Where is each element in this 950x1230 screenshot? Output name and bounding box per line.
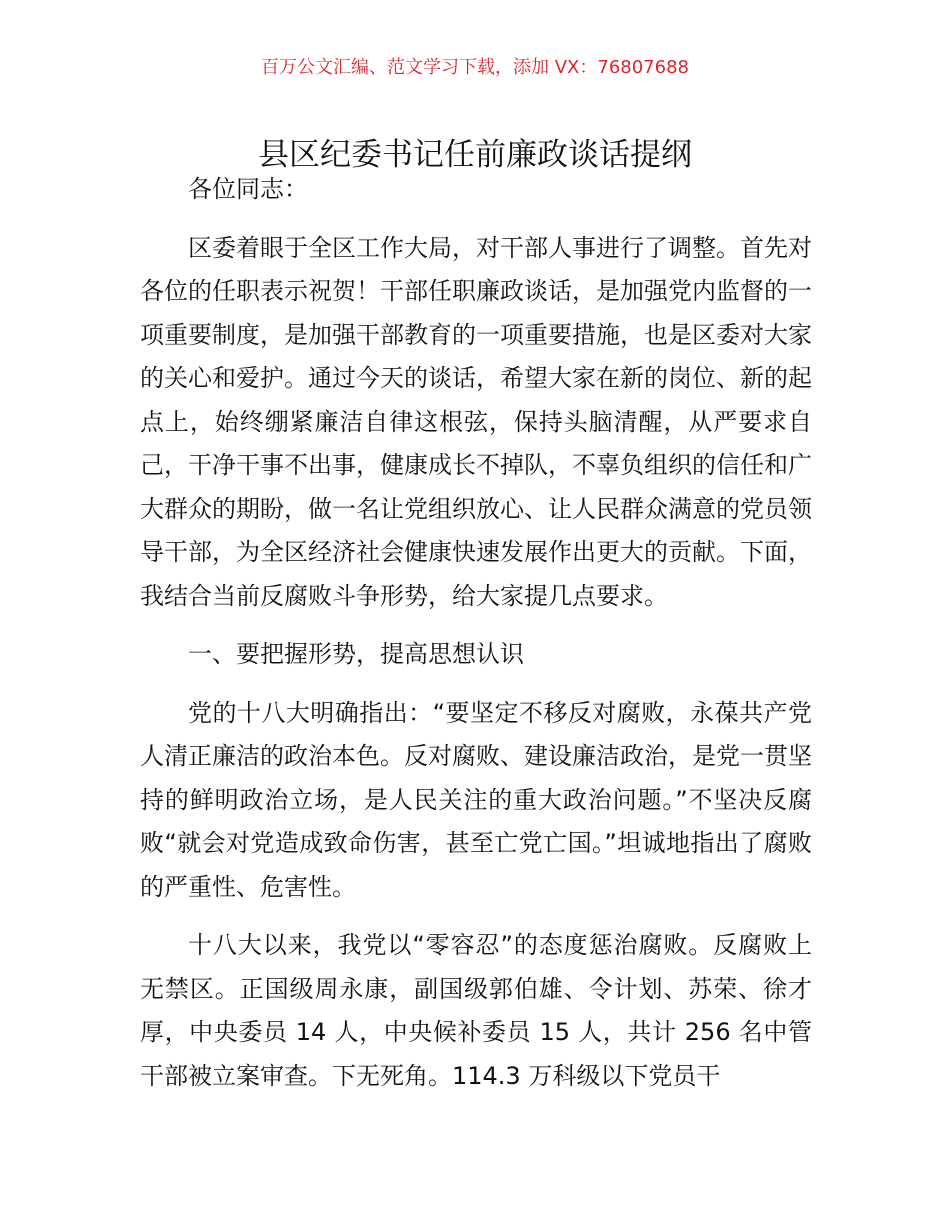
salutation: 各位同志： [188,175,308,203]
section-heading-1: 一、要把握形势，提高思想认识 [188,640,524,668]
header-note: 百万公文汇编、范文学习下载，添加 VX：76807688 [261,57,689,78]
section-1-paragraph-2: 十八大以来，我党以“零容忍”的态度惩治腐败。反腐败上无禁区。正国级周永康，副国级郭伯雄、令计划、苏荣、徐才厚，中央委员 14 人，中央候补委员 15 人，共计 256 名中管干部被立案审查。下无死角。114.3 万科级以下党员干 [140,931,812,1090]
intro-paragraph: 区委着眼于全区工作大局，对干部人事进行了调整。首先对各位的任职表示祝贺！干部任职廉政谈话，是加强党内监督的一项重要制度，是加强干部教育的一项重要措施，也是区委对大家的关心和爱护。通过今天的谈话，希望大家在新的岗位、新的起点上，始终绷紧廉洁自律这根弦，保持头脑清醒，从严要求自己，干净干事不出事，健康成长不掉队，不辜负组织的信任和广大群众的期盼，做一名让党组织放心、让人民群众满意的党员领导干部，为全区经济社会健康快速发展作出更大的贡献。下面，我结合当前反腐败斗争形势，给大家提几点要求。 [140,233,812,610]
section-1-paragraph-1: 党的十八大明确指出：“要坚定不移反对腐败，永葆共产党人清正廉洁的政治本色。反对腐败、建设廉洁政治，是党一贯坚持的鲜明政治立场，是人民关注的重大政治问题。”不坚决反腐败“就会对党造成致命伤害，甚至亡党亡国。”坦诚地指出了腐败的严重性、危害性。 [140,698,812,901]
document-title: 县区纪委书记任前廉政谈话提纲 [258,136,692,173]
document-body [140,168,812,1113]
